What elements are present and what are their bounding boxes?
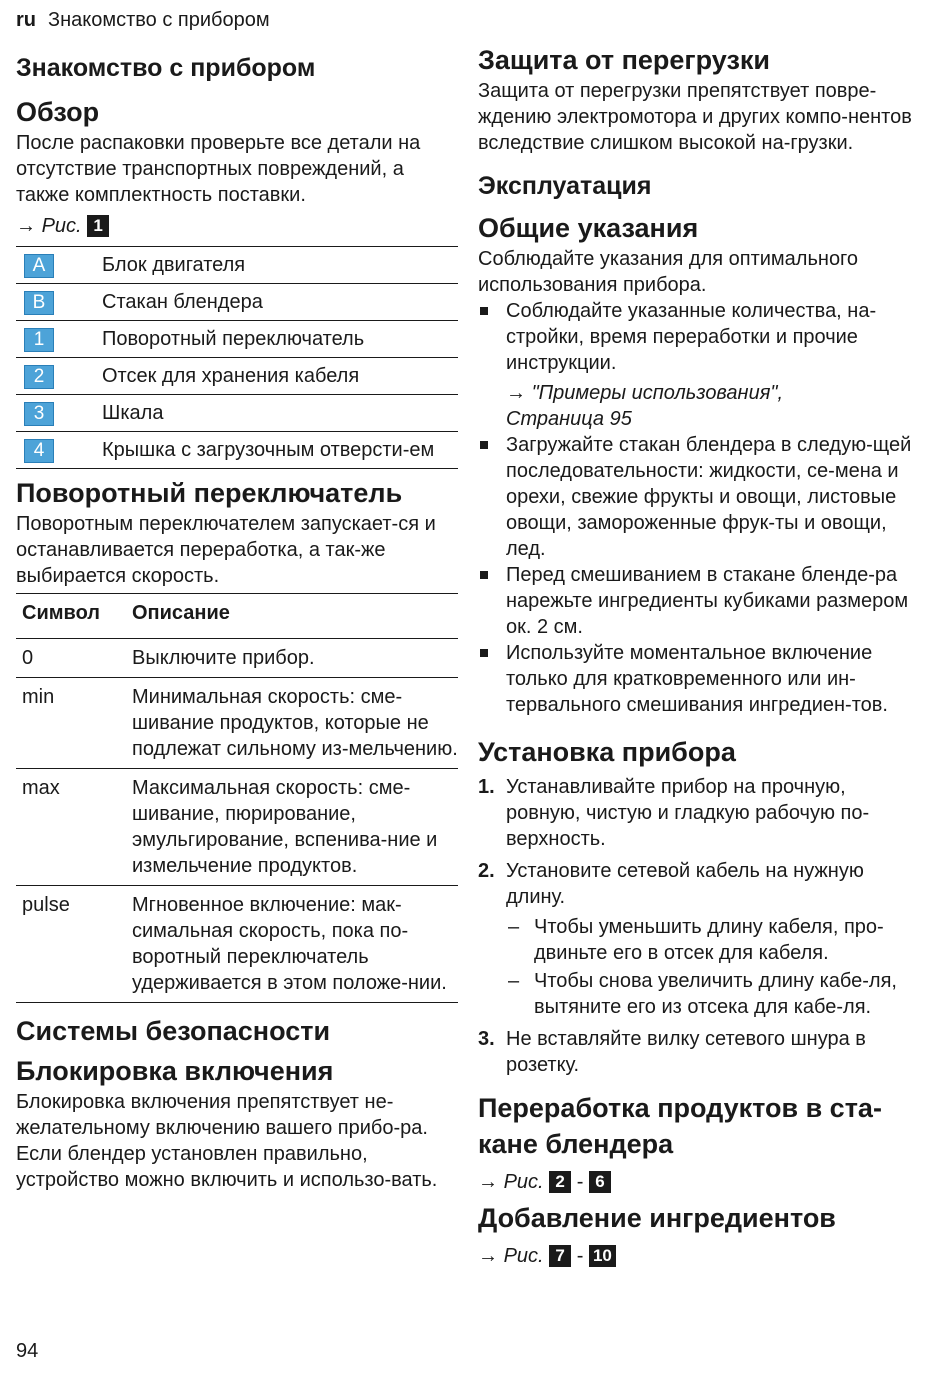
- heading-overload-protection: Защита от перегрузки: [478, 45, 771, 75]
- table-row: [16, 321, 458, 358]
- step-number: 3.: [478, 1028, 495, 1050]
- column-header-symbol: Символ: [16, 594, 132, 639]
- symbol-description: Минимальная скорость: сме-шивание продуктов, которые не подлежат сильному из-мельчению.: [132, 678, 458, 769]
- part-key-badge: 1: [24, 328, 54, 352]
- rotary-switch-text: Поворотным переключателем запускает-ся и останавливается переработка, а так-же выбирается скорость.: [16, 513, 436, 587]
- list-item: Используйте моментальное включение только для кратковременного или ин-тервального смешивания ингредиен-тов.: [478, 640, 918, 718]
- right-column: [478, 42, 918, 1270]
- step-text: Установите сетевой кабель на нужную длину.: [506, 860, 864, 908]
- table-row: [16, 678, 458, 769]
- range-separator: -: [576, 1171, 584, 1193]
- part-description: Поворотный переключатель: [102, 321, 458, 358]
- installation-steps: [478, 774, 918, 1078]
- step-item: [478, 1026, 918, 1078]
- symbol-description: Выключите прибор.: [132, 639, 458, 678]
- step-item: [478, 858, 918, 1020]
- column-header-description: Описание: [132, 594, 458, 639]
- heading-operation: Эксплуатация: [478, 172, 652, 200]
- table-row: [16, 358, 458, 395]
- part-key-badge: 3: [24, 402, 54, 426]
- xref-page: Страница 95: [506, 408, 632, 430]
- table-row: [16, 284, 458, 321]
- step-number: 1.: [478, 776, 495, 798]
- figure-reference-2[interactable]: [478, 1168, 918, 1196]
- table-header-row: [16, 594, 458, 639]
- switch-lock-text-2: Если блендер установлен правильно, устройство можно включить и использо-вать.: [16, 1143, 438, 1191]
- heading-installation: Установка прибора: [478, 737, 736, 767]
- heading-overview: Обзор: [16, 97, 100, 127]
- xref-title: "Примеры использования",: [531, 382, 784, 404]
- table-row: [16, 639, 458, 678]
- figure-label: Рис.: [503, 1171, 544, 1193]
- parts-table: [16, 246, 458, 469]
- list-item: Загружайте стакан блендера в следую-щей последовательности: жидкости, се-мена и орехи, свежие фрукты и овощи, листовые овощи, замороженные фрук-ты и овощи, лед.: [478, 432, 918, 562]
- figure-number-badge: 7: [549, 1245, 571, 1267]
- part-key-badge: 4: [24, 439, 54, 463]
- page-number: 94: [16, 1340, 39, 1362]
- list-item: Перед смешиванием в стакане бленде-ра нарежьте ингредиенты кубиками размером ок. 2 см.: [478, 562, 918, 640]
- step-text: Не вставляйте вилку сетевого шнура в розетку.: [506, 1028, 866, 1076]
- part-description: Крышка с загрузочным отверсти-ем: [102, 432, 458, 469]
- heading-intro: Знакомство с прибором: [16, 54, 316, 82]
- table-row: [16, 247, 458, 284]
- part-key-badge: B: [24, 291, 54, 315]
- figure-reference-3[interactable]: [478, 1242, 918, 1270]
- list-item: [478, 298, 918, 432]
- symbols-table: [16, 593, 458, 1003]
- table-row: [16, 886, 458, 1003]
- heading-general-notes: Общие указания: [478, 213, 699, 243]
- part-description: Блок двигателя: [102, 247, 458, 284]
- symbol-cell: pulse: [16, 886, 132, 1003]
- table-row: [16, 432, 458, 469]
- general-notes-text: Соблюдайте указания для оптимального использования прибора.: [478, 248, 859, 296]
- general-notes-list: [478, 298, 918, 718]
- range-separator: -: [576, 1245, 584, 1267]
- arrow-icon: →: [506, 382, 526, 404]
- symbol-cell: min: [16, 678, 132, 769]
- heading-switch-lock: Блокировка включения: [16, 1056, 334, 1086]
- figure-reference-1[interactable]: [16, 212, 458, 240]
- language-code: ru: [16, 9, 36, 31]
- page-header: [16, 6, 270, 34]
- header-title: Знакомство с прибором: [48, 9, 270, 31]
- table-row: [16, 395, 458, 432]
- figure-label: Рис.: [503, 1245, 544, 1267]
- symbol-description: Мгновенное включение: мак-симальная скорость, пока по-воротный переключатель удерживается в этом положе-нии.: [132, 886, 458, 1003]
- part-description: Отсек для хранения кабеля: [102, 358, 458, 395]
- arrow-icon: →: [478, 1245, 498, 1267]
- table-row: [16, 769, 458, 886]
- figure-number-badge: 6: [589, 1171, 611, 1193]
- step-item: [478, 774, 918, 852]
- step-text: Устанавливайте прибор на прочную, ровную, чистую и гладкую рабочую по-верхность.: [506, 776, 870, 850]
- part-description: Стакан блендера: [102, 284, 458, 321]
- symbol-description: Максимальная скорость: сме-шивание, пюрирование, эмульгирование, вспенива-ние и измельчение продуктов.: [132, 769, 458, 886]
- arrow-icon: →: [478, 1171, 498, 1193]
- sub-step-item: – Чтобы снова увеличить длину кабе-ля, вытяните его из отсека для кабе-ля.: [506, 968, 918, 1020]
- figure-label: Рис.: [41, 215, 82, 237]
- step-number: 2.: [478, 860, 495, 882]
- heading-rotary-switch: Поворотный переключатель: [16, 478, 403, 508]
- figure-number-badge: 2: [549, 1171, 571, 1193]
- part-key-badge: A: [24, 254, 54, 278]
- overload-text: Защита от перегрузки препятствует повре-ждению электромотора и других компо-нентов вследствие слишком высокой на-грузки.: [478, 80, 912, 154]
- part-description: Шкала: [102, 395, 458, 432]
- symbol-cell: 0: [16, 639, 132, 678]
- sub-steps: [506, 914, 918, 1020]
- list-item-text: Соблюдайте указанные количества, на-стройки, время переработки и прочие инструкции.: [506, 300, 877, 374]
- heading-adding-ingredients: Добавление ингредиентов: [478, 1203, 836, 1233]
- heading-safety-systems: Системы безопасности: [16, 1016, 331, 1046]
- figure-number-badge: 1: [87, 215, 109, 237]
- arrow-icon: →: [16, 215, 36, 237]
- symbol-cell: max: [16, 769, 132, 886]
- heading-processing: Переработка продуктов в ста-кане блендера: [478, 1093, 882, 1159]
- switch-lock-text-1: Блокировка включения препятствует не-желательному включению вашего прибо-ра.: [16, 1091, 428, 1139]
- overview-text: После распаковки проверьте все детали на отсутствие транспортных повреждений, а также комплектность поставки.: [16, 132, 421, 206]
- left-column: [16, 52, 458, 1193]
- figure-number-badge: 10: [589, 1245, 616, 1267]
- part-key-badge: 2: [24, 365, 54, 389]
- sub-step-item: – Чтобы уменьшить длину кабеля, про-двиньте его в отсек для кабеля.: [506, 914, 918, 966]
- cross-reference-link[interactable]: [506, 380, 918, 432]
